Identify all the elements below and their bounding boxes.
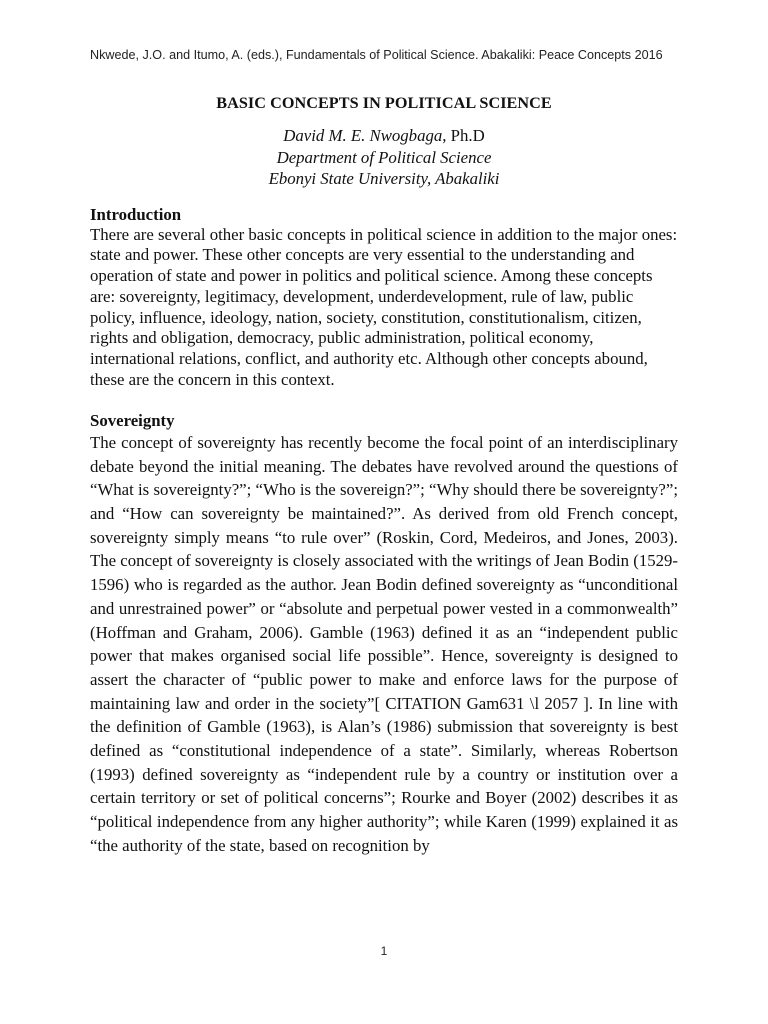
introduction-section bbox=[90, 204, 678, 391]
sovereignty-heading: Sovereignty bbox=[90, 410, 175, 430]
document-title: BASIC CONCEPTS IN POLITICAL SCIENCE bbox=[216, 94, 552, 112]
sovereignty-paragraph: The concept of sovereignty has recently become the focal point of an interdisciplinary debate beyond the initial meaning. The debates have revolved around the questions of “What is sovereignty?”; “Who is the sovereign?”; “Why should there be sovereignty?”; and “How can sovereignty be maintained?”. As derived from old French concept, sovereignty simply means “to rule over” (Roskin, Cord, Medeiros, and Jones, 2003). The concept of sovereignty is closely associated with the writings of Jean Bodin (1529-1596) who is regarded as the author. Jean Bodin defined sovereignty as “unconditional and unrestrained power” or “absolute and perpetual power vested in a commonwealth” (Hoffman and Graham, 2006). Gamble (1963) defined it as an “independent public power that makes organised social life possible”. Hence, sovereignty is designed to assert the character of “public power to make and enforce laws for the purpose of maintaining law and order in the society”[ CITATION Gam631 \l 2057 ]. In line with the definition of Gamble (1963), is Alan’s (1986) submission that sovereignty is best defined as “constitutional independence of a state”. Similarly, whereas Robertson (1993) defined sovereignty as “independent rule by a country or institution over a certain territory or set of political concerns”; Rourke and Boyer (2002) describes it as “political independence from any higher authority”; while Karen (1999) explained it as “the authority of the state, based on recognition by bbox=[90, 432, 678, 855]
author-degree: Ph.D bbox=[450, 126, 485, 145]
author-name: David M. E. Nwogbaga, bbox=[283, 126, 447, 145]
author-university: Ebonyi State University, Abakaliki bbox=[268, 169, 500, 188]
page-content bbox=[90, 92, 678, 858]
sovereignty-section bbox=[90, 410, 678, 858]
introduction-heading: Introduction bbox=[90, 204, 182, 224]
author-block bbox=[90, 125, 678, 190]
author-line bbox=[90, 125, 678, 147]
author-department: Department of Political Science bbox=[276, 147, 492, 167]
introduction-paragraph: There are several other basic concepts in political science in addition to the major ones: state and power. These other concepts are very essential to the understanding and operation of state and power in politics and political science. Among these concepts are: sovereignty, legitimacy, development, underdevelopment, rule of law, public policy, influence, ideology, nation, society, constitution, constitutionalism, citizen, rights and obligation, democracy, public administration, political economy, international relations, conflict, and authority etc. Although other concepts abound, these are the concern in this context. bbox=[90, 224, 678, 390]
page-number: 1 bbox=[380, 944, 388, 958]
running-header-citation: Nkwede, J.O. and Itumo, A. (eds.), Fundamentals of Political Science. Abakaliki: Peace Concepts 2016 bbox=[90, 48, 663, 62]
